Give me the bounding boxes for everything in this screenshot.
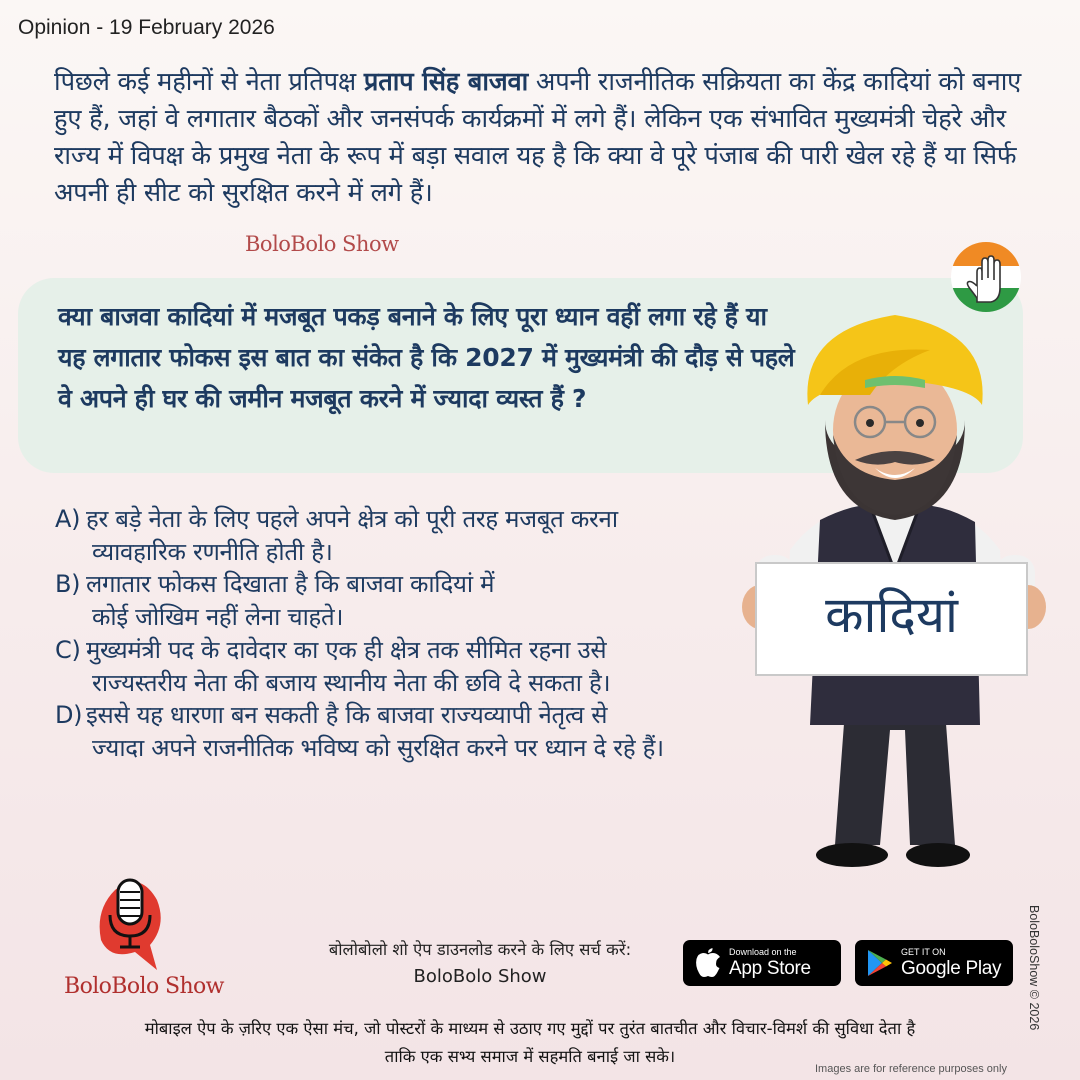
option-b	[55, 568, 835, 633]
question-text: क्या बाजवा कादियां में मजबूत पकड़ बनाने के लिए पूरा ध्यान वहीं लगा रहे हैं या यह लगातार फोकस इस बात का संकेत है कि 2027 में मुख्यमंत्री की दौड़ से पहले वे अपने ही घर की जमीन मजबूत करने में ज्यादा व्यस्त हैं ?	[58, 302, 795, 413]
download-instruction: बोलोबोलो शो ऐप डाउनलोड करने के लिए सर्च करें:	[328, 940, 632, 959]
option-d	[55, 699, 835, 764]
option-c	[55, 634, 835, 699]
intro-paragraph	[54, 64, 1054, 212]
date-line: Opinion - 19 February 2026	[18, 16, 275, 39]
option-letter: A)	[55, 505, 81, 533]
google-play-button[interactable]	[855, 940, 1013, 986]
google-play-small-label: GET IT ON	[901, 946, 946, 957]
app-store-button[interactable]	[683, 940, 841, 986]
footer-line-1: मोबाइल ऐप के ज़रिए एक ऐसा मंच, जो पोस्टरों के माध्यम से उठाए गए मुद्दों पर तुरंत बातचीत और विचार-विमर्श की सुविधा देता है	[144, 1019, 916, 1038]
apple-icon	[695, 948, 721, 978]
intro-text-part1: पिछले कई महीनों से नेता प्रतिपक्ष	[54, 67, 364, 97]
download-app-name: BoloBolo Show	[413, 966, 547, 987]
intro-highlight-name: प्रताप सिंह बाजवा	[363, 67, 529, 97]
option-text: हर बड़े नेता के लिए पहले अपने क्षेत्र को पूरी तरह मजबूत करना	[86, 505, 618, 533]
google-play-icon	[867, 949, 893, 977]
option-text-continued: ज्यादा अपने राजनीतिक भविष्य को सुरक्षित करने पर ध्यान दे रहे हैं।	[92, 733, 664, 762]
congress-party-logo	[951, 242, 1021, 312]
option-text: मुख्यमंत्री पद के दावेदार का एक ही क्षेत्र तक सीमित रहना उसे	[86, 635, 607, 664]
option-text-continued: राज्यस्तरीय नेता की बजाय स्थानीय नेता की छवि दे सकता है।	[92, 668, 611, 697]
option-a	[55, 503, 835, 568]
brand-watermark: BoloBolo Show	[245, 232, 399, 256]
option-text: इससे यह धारणा बन सकती है कि बाजवा राज्यव्यापी नेतृत्व से	[86, 701, 608, 730]
option-text-continued: कोई जोखिम नहीं लेना चाहते।	[92, 603, 344, 632]
intro-text-part2: अपनी राजनीतिक सक्रियता का केंद्र कादियां को बनाए हुए हैं, जहां वे लगातार बैठकों और जनसंपर्क कार्यक्रमों में लगे हैं। लेकिन एक संभावित मुख्यमंत्री चेहरे और राज्य में विपक्ष के प्रमुख नेता के रूप में बड़ा सवाल यह है कि क्या वे पूरे पंजाब की पारी खेल रहे हैं या सिर्फ अपनी ही सीट को सुरक्षित करने में लगे हैं।	[54, 67, 1022, 208]
option-letter: C)	[55, 635, 81, 664]
app-store-small-label: Download on the	[729, 946, 797, 957]
option-letter: D)	[55, 701, 83, 730]
download-prompt	[290, 936, 670, 990]
microphone-icon	[95, 870, 165, 975]
option-text-continued: व्यावहारिक रणनीति होती है।	[92, 537, 333, 566]
placard-text: कादियां	[825, 586, 958, 644]
option-letter: B)	[55, 570, 81, 599]
google-play-label: Google Play	[901, 957, 1002, 979]
app-store-label: App Store	[729, 957, 811, 979]
options-list	[55, 503, 835, 765]
brand-name: BoloBolo Show	[64, 974, 224, 999]
copyright-credit: BoloBoloShow © 2026	[1027, 905, 1041, 1031]
footer-line-2: ताकि एक सभ्य समाज में सहमति बनाई जा सके।	[384, 1047, 676, 1066]
option-text: लगातार फोकस दिखाता है कि बाजवा कादियां में	[86, 570, 495, 599]
image-disclaimer: Images are for reference purposes only	[815, 1063, 1007, 1075]
